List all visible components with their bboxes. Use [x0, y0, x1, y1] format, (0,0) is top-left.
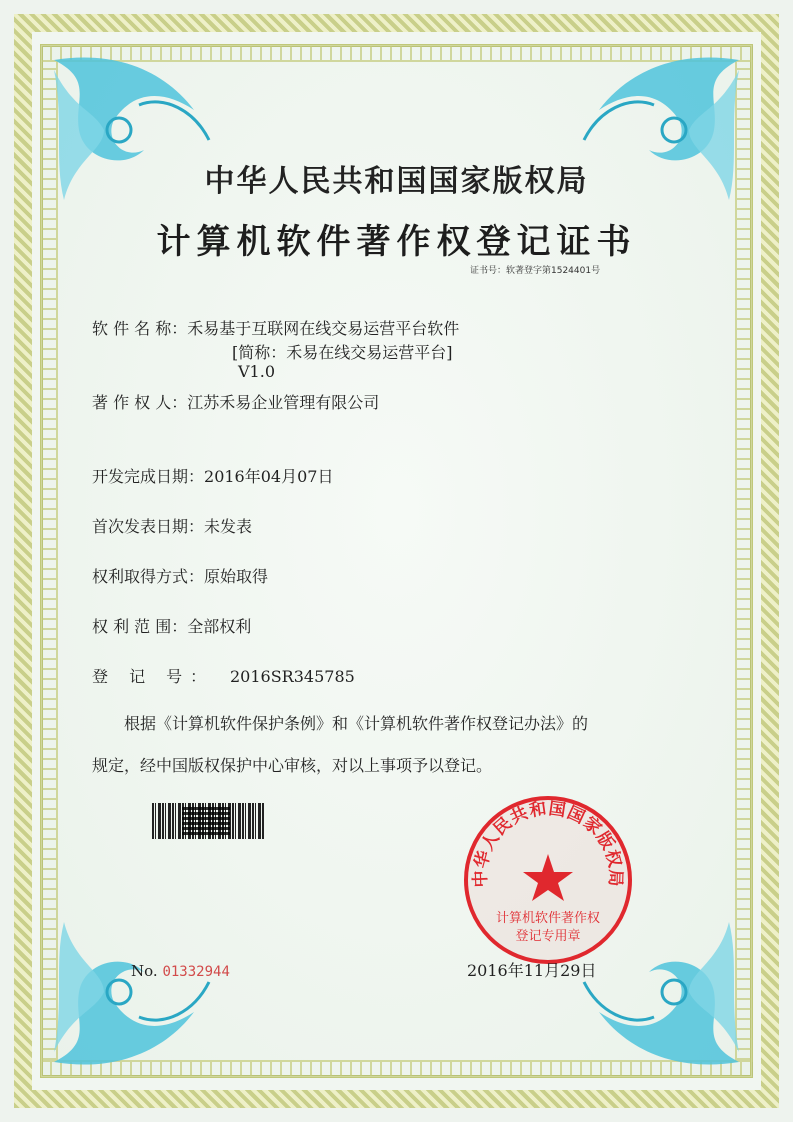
seal-center-line-1: 计算机软件著作权 [495, 911, 601, 926]
owner-label: 著 作 权 人： [92, 393, 188, 412]
seal-center-line-2: 登记专用章 [515, 929, 581, 944]
registration-value: 2016SR345785 [230, 667, 355, 686]
owner-value: 江苏禾易企业管理有限公司 [187, 393, 380, 412]
software-short-name: [简称：禾易在线交易运营平台] [232, 343, 453, 362]
dev-date-label: 开发完成日期： [92, 467, 205, 486]
software-name-row [92, 316, 459, 339]
statement-line-2: 规定，经中国版权保护中心审核，对以上事项予以登记。 [92, 756, 493, 775]
issue-date: 2016年11月29日 [467, 961, 597, 980]
scope-value: 全部权利 [187, 617, 252, 636]
serial-number-label: No. [131, 962, 158, 980]
software-name-label: 软 件 名 称： [92, 319, 188, 338]
seal-ring-text: 中华人民共和国国家版权局 [470, 798, 626, 888]
scope-label: 权 利 范 围： [92, 617, 188, 636]
software-name-value: 禾易基于互联网在线交易运营平台软件 [187, 319, 460, 338]
owner-row [92, 390, 379, 413]
statement-line-1: 根据《计算机软件保护条例》和《计算机软件著作权登记办法》的 [124, 714, 589, 733]
dev-date-value: 2016年04月07日 [204, 467, 334, 486]
serial-number [131, 962, 230, 980]
pub-date-label: 首次发表日期： [92, 517, 205, 536]
serial-number-value: 01332944 [162, 964, 230, 980]
registration-row [92, 664, 355, 687]
acquisition-row [92, 564, 268, 587]
dev-date-row [92, 464, 333, 487]
pub-date-value: 未发表 [204, 517, 253, 536]
official-seal-stamp [460, 792, 636, 968]
acquisition-value: 原始取得 [204, 567, 269, 586]
software-version: V1.0 [238, 362, 275, 381]
certificate-title: 计算机软件著作权登记证书 [156, 222, 637, 262]
acquisition-label: 权利取得方式： [92, 567, 205, 586]
right-fret-border [735, 62, 753, 1060]
barcode-icon [152, 803, 264, 839]
scope-row [92, 614, 251, 637]
pub-date-row [92, 514, 252, 537]
certificate-number: 证书号：软著登字第1524401号 [470, 266, 601, 276]
bottom-left-ornament-icon [44, 912, 234, 1072]
issuing-agency-title: 中华人民共和国国家版权局 [204, 164, 589, 199]
registration-label: 登 记 号： [92, 667, 215, 686]
left-fret-border [40, 62, 58, 1060]
